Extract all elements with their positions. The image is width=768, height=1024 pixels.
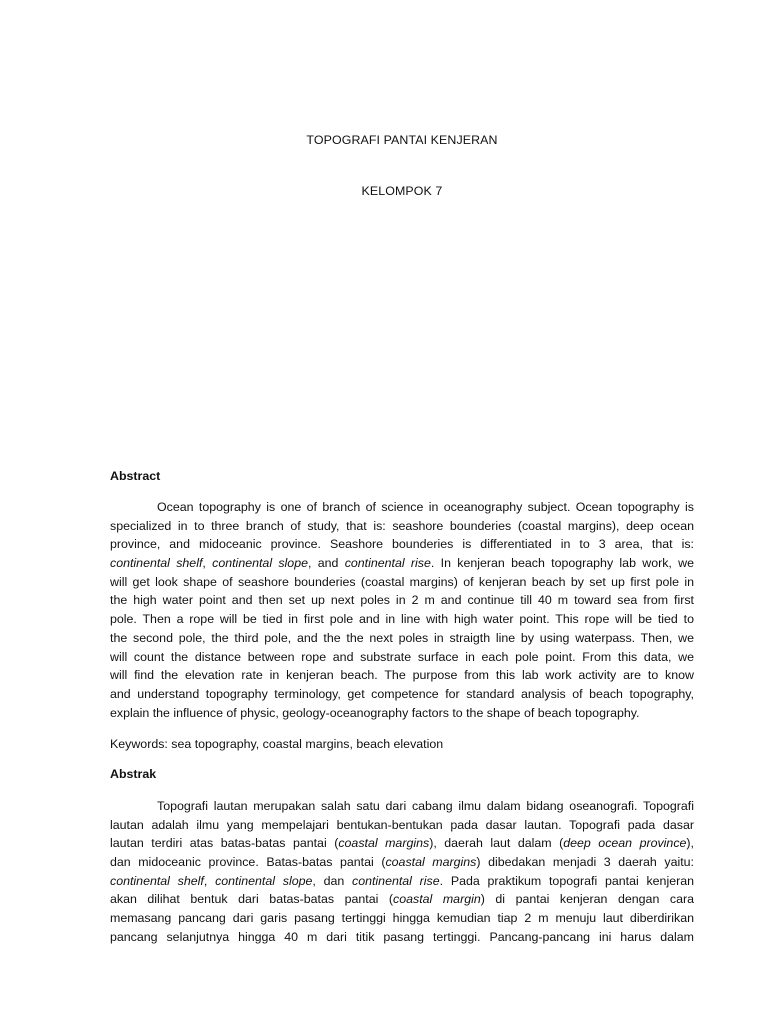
group-label: KELOMPOK 7 xyxy=(361,184,443,198)
paragraph-line: memasang pancang dari garis pasang tertinggi hingga kemudian tiap 2 m menuju laut diberdirikan xyxy=(110,911,694,926)
abstrak-heading: Abstrak xyxy=(110,767,157,781)
paragraph-line: pole. Then a rope will be tied in first pole and in line with high water point. This rope will be tied to xyxy=(110,612,694,627)
paragraph-line: Ocean topography is one of branch of science in oceanography subject. Ocean topography is xyxy=(157,500,694,514)
paragraph-line: Topografi lautan merupakan salah satu dari cabang ilmu dalam bidang oseanografi. Topografi xyxy=(157,799,694,813)
paragraph-line: dan midoceanic province. Batas-batas pantai (coastal margins) dibedakan menjadi 3 daerah yaitu: xyxy=(110,855,694,870)
paragraph-line: explain the influence of physic, geology-oceanography factors to the shape of beach topography. xyxy=(110,705,640,720)
keywords-line: Keywords: sea topography, coastal margins, beach elevation xyxy=(110,737,444,751)
abstract-paragraph xyxy=(110,498,694,722)
document-title: TOPOGRAFI PANTAI KENJERAN xyxy=(306,133,498,147)
paragraph-line: and understand topography terminology, get competence for standard analysis of beach topography, xyxy=(110,686,694,701)
paragraph-line: lautan adalah ilmu yang mempelajari bentukan-bentukan pada dasar lautan. Topografi pada dasar xyxy=(110,817,694,832)
abstrak-paragraph xyxy=(110,797,694,947)
paragraph-line: continental shelf, continental slope, dan continental rise. Pada praktikum topografi pantai kenjeran xyxy=(110,873,694,888)
paragraph-line: continental shelf, continental slope, and continental rise. In kenjeran beach topography lab work, we xyxy=(110,556,694,571)
paragraph-line: lautan terdiri atas batas-batas pantai (coastal margins), daerah laut dalam (deep ocean province), xyxy=(110,836,694,851)
paragraph-line: specialized in to three branch of study, that is: seashore bounderies (coastal margins), deep ocean xyxy=(110,518,695,533)
paragraph-line: akan dilihat bentuk dari batas-batas pantai (coastal margin) di pantai kenjeran dengan cara xyxy=(110,892,694,907)
paragraph-line: the high water point and then set up next poles in 2 m and continue till 40 m toward sea from first xyxy=(110,593,694,608)
paragraph-line: will get look shape of seashore bounderies (coastal margins) of kenjeran beach by set up first pole in xyxy=(110,574,694,589)
paragraph-line: will count the distance between rope and substrate surface in each pole point. From this data, we xyxy=(110,649,694,664)
paragraph-line: pancang selanjutnya hingga 40 m dari titik pasang tertinggi. Pancang-pancang ini harus dalam xyxy=(110,929,694,944)
paragraph-line: the second pole, the third pole, and the the next poles in straigth line by using waterpass. Then, we xyxy=(110,630,694,645)
abstract-heading: Abstract xyxy=(110,469,161,483)
paragraph-line: province, and midoceanic province. Seashore bounderies is differentiated in to 3 area, that is: xyxy=(110,537,694,552)
paragraph-line: will find the elevation rate in kenjeran beach. The purpose from this lab work activity are to know xyxy=(110,668,694,683)
